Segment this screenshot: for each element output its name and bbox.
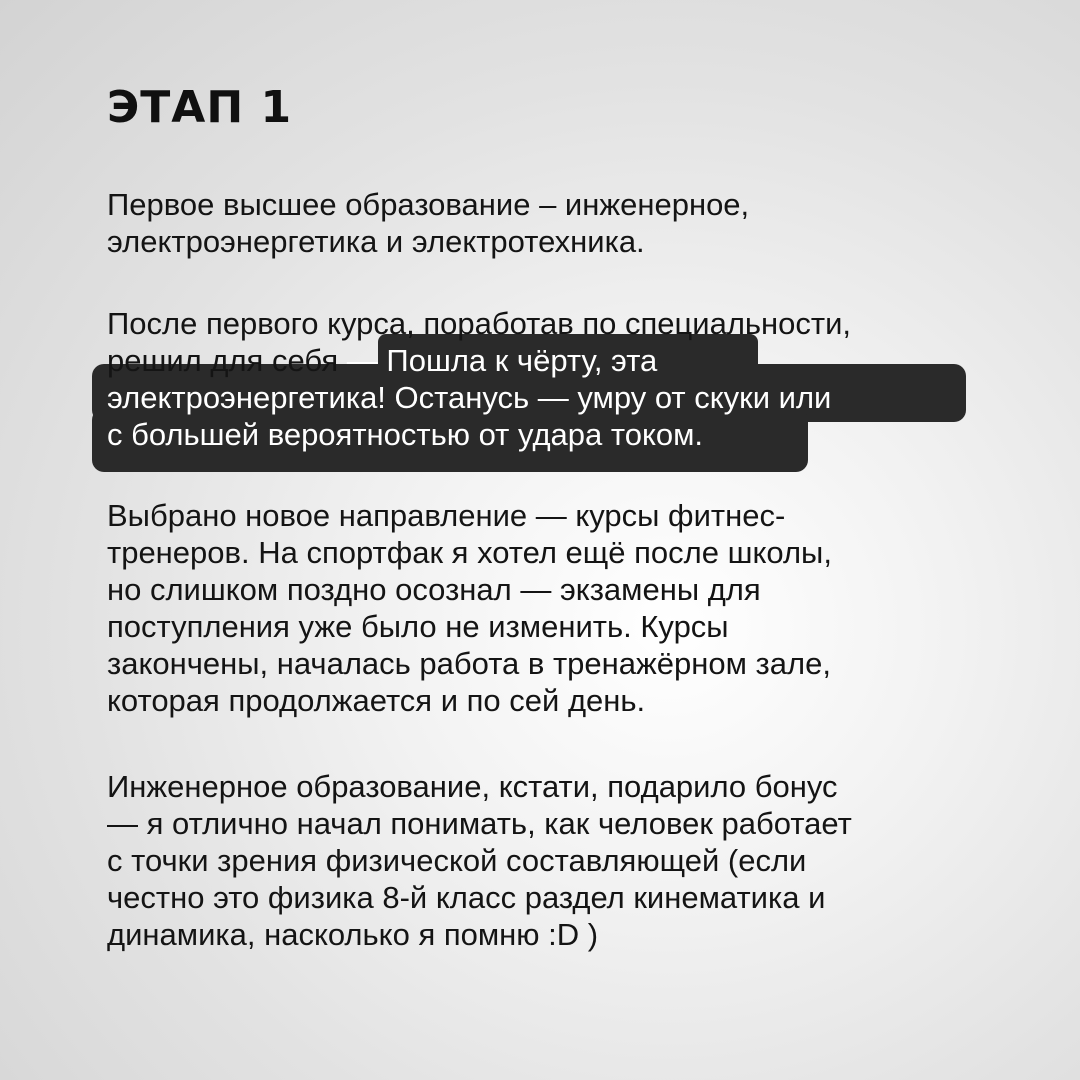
paragraph-decision-line1: После первого курса, поработав по специальности, [107, 306, 852, 341]
quote-highlight-part2: электроэнергетика! Останусь — умру от скуки или [107, 380, 832, 415]
stage-title: ЭТАП 1 [107, 82, 293, 133]
paragraph-education: Первое высшее образование – инженерное, электроэнергетика и электротехника. [107, 187, 750, 259]
quote-highlight-part3: с большей вероятностью от удара током. [107, 417, 704, 452]
paragraph-decision-line2 [107, 342, 657, 379]
decision-plain-text: решил для себя [107, 343, 347, 378]
paragraph-engineering-bonus: Инженерное образование, кстати, подарило бонус — я отлично начал понимать, как человек работает с точки зрения физической составляющей (если честно это физика 8-й класс раздел кинематика и динамика, насколько я помню :D ) [107, 769, 852, 952]
quote-highlight-part1: — Пошла к чёрту, эта [346, 343, 658, 378]
paragraph-new-direction: Выбрано новое направление — курсы фитнес- тренеров. На спортфак я хотел ещё после школы, но слишком поздно осознал — экзамены для поступления уже было не изменить. Курсы закончены, началась работа в тренажёрном зале, которая продолжается и по сей день. [107, 498, 832, 718]
paragraph-decision-line4 [107, 416, 703, 453]
paragraph-decision-line3 [107, 379, 831, 416]
